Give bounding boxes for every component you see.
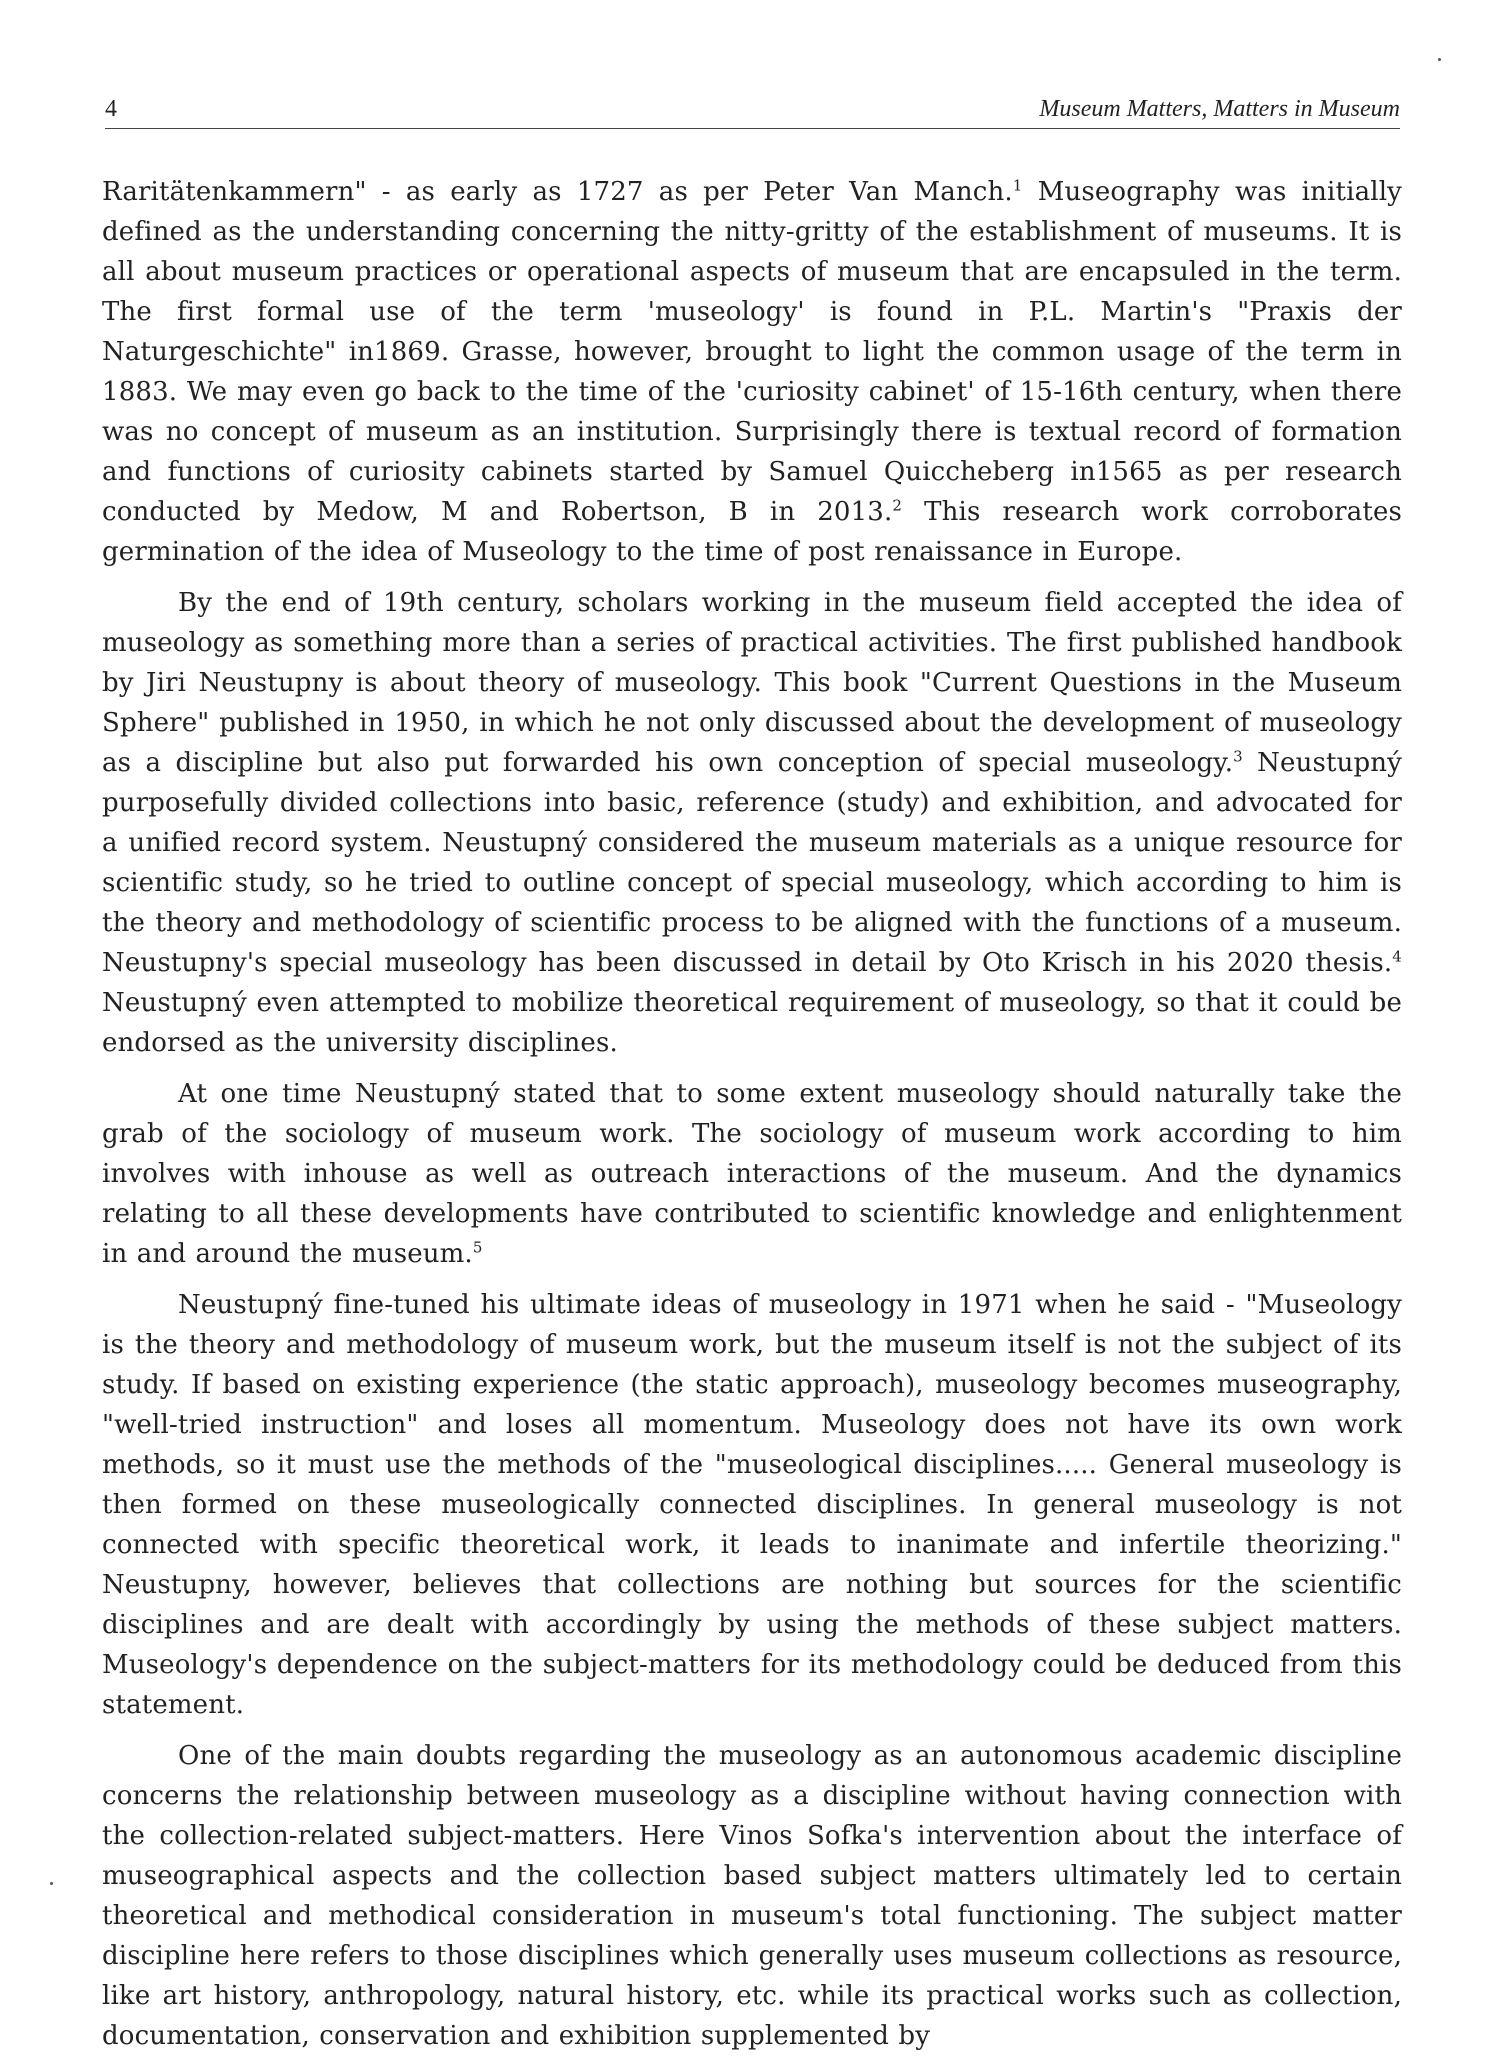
- footnote-marker: 2: [892, 496, 903, 515]
- page-header: [105, 92, 1400, 129]
- paragraph-2: [102, 583, 1402, 1063]
- page-number: 4: [105, 96, 117, 122]
- footnote-marker: 1: [1012, 176, 1023, 195]
- body-text: [102, 172, 1402, 2067]
- scan-speck: [1438, 58, 1441, 61]
- text-run: By the end of 19th century, scholars working in the museum field accepted the idea of museology as something more than a series of practical activities. The first published handbook by Jiri Neustupny is about theory of museology. This book "Current Questions in the Museum Sphere" published in 1950, in which he not only discussed about the development of museology as a discipline but also put forwarded his own conception of special museology.: [102, 588, 1402, 778]
- text-run: At one time Neustupný stated that to some extent museology should naturally take the grab of the sociology of museum work. The sociology of museum work according to him involves with inhouse as well as outreach interactions of the museum. And the dynamics relating to all these developments have contributed to scientific knowledge and enlightenment in and around the museum.: [102, 1079, 1402, 1269]
- text-run: Museography was initially defined as the understanding concerning the nitty-gritty of the establishment of museums. It is all about museum practices or operational aspects of museum that are encapsuled in the term. The first formal use of the term 'museology' is found in P.L. Martin's "Praxis der Naturgeschichte" in1869. Grasse, however, brought to light the common usage of the term in 1883. We may even go back to the time of the 'curiosity cabinet' of 15-16th century, when there was no concept of museum as an institution. Surprisingly there is textual record of formation and functions of curiosity cabinets started by Samuel Quiccheberg in1565 as per research conducted by Medow, M and Robertson, B in 2013.: [102, 177, 1402, 527]
- running-title: Museum Matters, Matters in Museum: [1039, 96, 1400, 122]
- text-run: Raritätenkammern" - as early as 1727 as per Peter Van Manch.: [102, 177, 1013, 207]
- text-run: This research work corroborates germination of the idea of Museology to the time of post renaissance in Europe.: [102, 497, 1402, 567]
- footnote-marker: 5: [472, 1238, 483, 1257]
- text-run: Neustupný purposefully divided collections into basic, reference (study) and exhibition, and advocated for a unified record system. Neustupný considered the museum materials as a unique resource for scientific study, so he tried to outline concept of special museology, which according to him is the theory and methodology of scientific process to be aligned with the functions of a museum. Neustupny's special museology has been discussed in detail by Oto Krisch in his 2020 thesis.: [102, 748, 1402, 978]
- scan-speck: [50, 1882, 53, 1885]
- text-run: One of the main doubts regarding the museology as an autonomous academic discipline concerns the relationship between museology as a discipline without having connection with the collection-related subject-matters. Here Vinos Sofka's intervention about the interface of museographical aspects and the collection based subject matters ultimately led to certain theoretical and methodical consideration in museum's total functioning. The subject matter discipline here refers to those disciplines which generally uses museum collections as resource, like art history, anthropology, natural history, etc. while its practical works such as collection, documentation, conservation and exhibition supplemented by: [102, 1741, 1402, 2051]
- text-run: Neustupný fine-tuned his ultimate ideas of museology in 1971 when he said - "Museology is the theory and methodology of museum work, but the museum itself is not the subject of its study. If based on existing experience (the static approach), museology becomes museography, "well-tried instruction" and loses all momentum. Museology does not have its own work methods, so it must use the methods of the "museological disciplines..... General museology is then formed on these museologically connected disciplines. In general museology is not connected with specific theoretical work, it leads to inanimate and infertile theorizing." Neustupny, however, believes that collections are nothing but sources for the scientific disciplines and are dealt with accordingly by using the methods of these subject matters. Museology's dependence on the subject-matters for its methodology could be deduced from this statement.: [102, 1290, 1402, 1720]
- text-run: Neustupný even attempted to mobilize theoretical requirement of museology, so that it could be endorsed as the university disciplines.: [102, 988, 1402, 1058]
- footnote-marker: 4: [1392, 947, 1402, 966]
- paragraph-3: [102, 1074, 1402, 1274]
- footnote-marker: 3: [1233, 747, 1243, 766]
- paragraph-5: [102, 1736, 1402, 2056]
- paragraph-1: [102, 172, 1402, 572]
- paragraph-4: [102, 1285, 1402, 1725]
